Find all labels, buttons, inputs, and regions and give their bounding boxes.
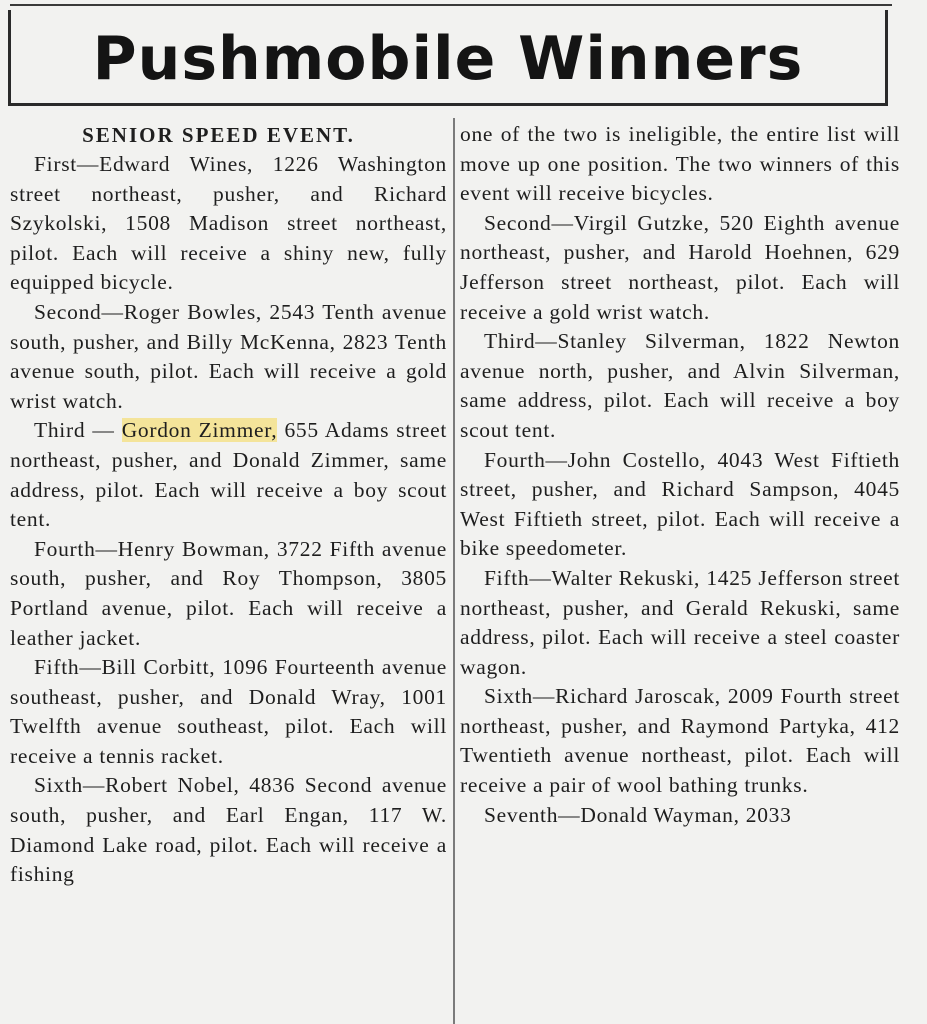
section-subhead: SENIOR SPEED EVENT. xyxy=(82,123,355,147)
article-paragraph-sixth: Sixth—Robert Nobel, 4836 Second avenue south, pusher, and Earl Engan, 117 W. Diamond Lake road, pilot. Each will receive a fishing xyxy=(10,773,447,887)
article-paragraph-fourth: Fourth—John Costello, 4043 West Fiftieth street, pusher, and Richard Sampson, 4045 West Fiftieth street, pilot. Each will receive a bike speedometer. xyxy=(460,447,900,561)
third-rest: 655 Adams street northeast, pusher, and Donald Zimmer, same address, pilot. Each will receive a boy scout tent. xyxy=(10,418,448,532)
left-column xyxy=(10,120,447,890)
article-paragraph-third: Third—Stanley Silverman, 1822 Newton avenue north, pusher, and Alvin Silverman, same address, pilot. Each will receive a boy scout tent. xyxy=(460,329,900,442)
headline: Pushmobile Winners xyxy=(92,24,804,94)
article-paragraph-second: Second—Roger Bowles, 2543 Tenth avenue south, pusher, and Billy McKenna, 2823 Tenth avenue south, pilot. Each will receive a gold wrist watch. xyxy=(10,299,447,413)
article-paragraph-third xyxy=(10,416,447,534)
article-paragraph-first: First—Edward Wines, 1226 Washington street northeast, pusher, and Richard Szykolski, 1508 Madison street northeast, pilot. Each will receive a shiny new, fully equipped bicycle. xyxy=(10,152,447,295)
article-paragraph-seventh: Seventh—Donald Wayman, 2033 xyxy=(484,802,792,827)
highlighted-name: Gordon Zimmer, xyxy=(121,418,278,443)
top-rule xyxy=(10,4,892,6)
article-paragraph-second: Second—Virgil Gutzke, 520 Eighth avenue northeast, pusher, and Harold Hoehnen, 629 Jefferson street northeast, pilot. Each will receive a gold wrist watch. xyxy=(460,210,900,324)
article-paragraph-fifth: Fifth—Walter Rekuski, 1425 Jefferson street northeast, pusher, and Gerald Rekuski, same address, pilot. Each will receive a steel coaster wagon. xyxy=(460,565,900,679)
article-paragraph-continued: one of the two is ineligible, the entire list will move up one position. The two winners of this event will receive bicycles. xyxy=(460,122,900,206)
headline-box xyxy=(8,10,888,106)
right-column xyxy=(460,120,900,830)
column-divider xyxy=(453,118,455,1024)
third-prefix: Third — xyxy=(34,418,122,443)
article-paragraph-fifth: Fifth—Bill Corbitt, 1096 Fourteenth avenue southeast, pusher, and Donald Wray, 1001 Twelfth avenue southeast, pilot. Each will receive a tennis racket. xyxy=(10,655,447,768)
article-paragraph-fourth: Fourth—Henry Bowman, 3722 Fifth avenue south, pusher, and Roy Thompson, 3805 Portland avenue, pilot. Each will receive a leather jacket. xyxy=(10,536,447,650)
article-paragraph-sixth: Sixth—Richard Jaroscak, 2009 Fourth street northeast, pusher, and Raymond Partyka, 412 Twentieth avenue northeast, pilot. Each will receive a pair of wool bathing trunks. xyxy=(460,684,900,798)
